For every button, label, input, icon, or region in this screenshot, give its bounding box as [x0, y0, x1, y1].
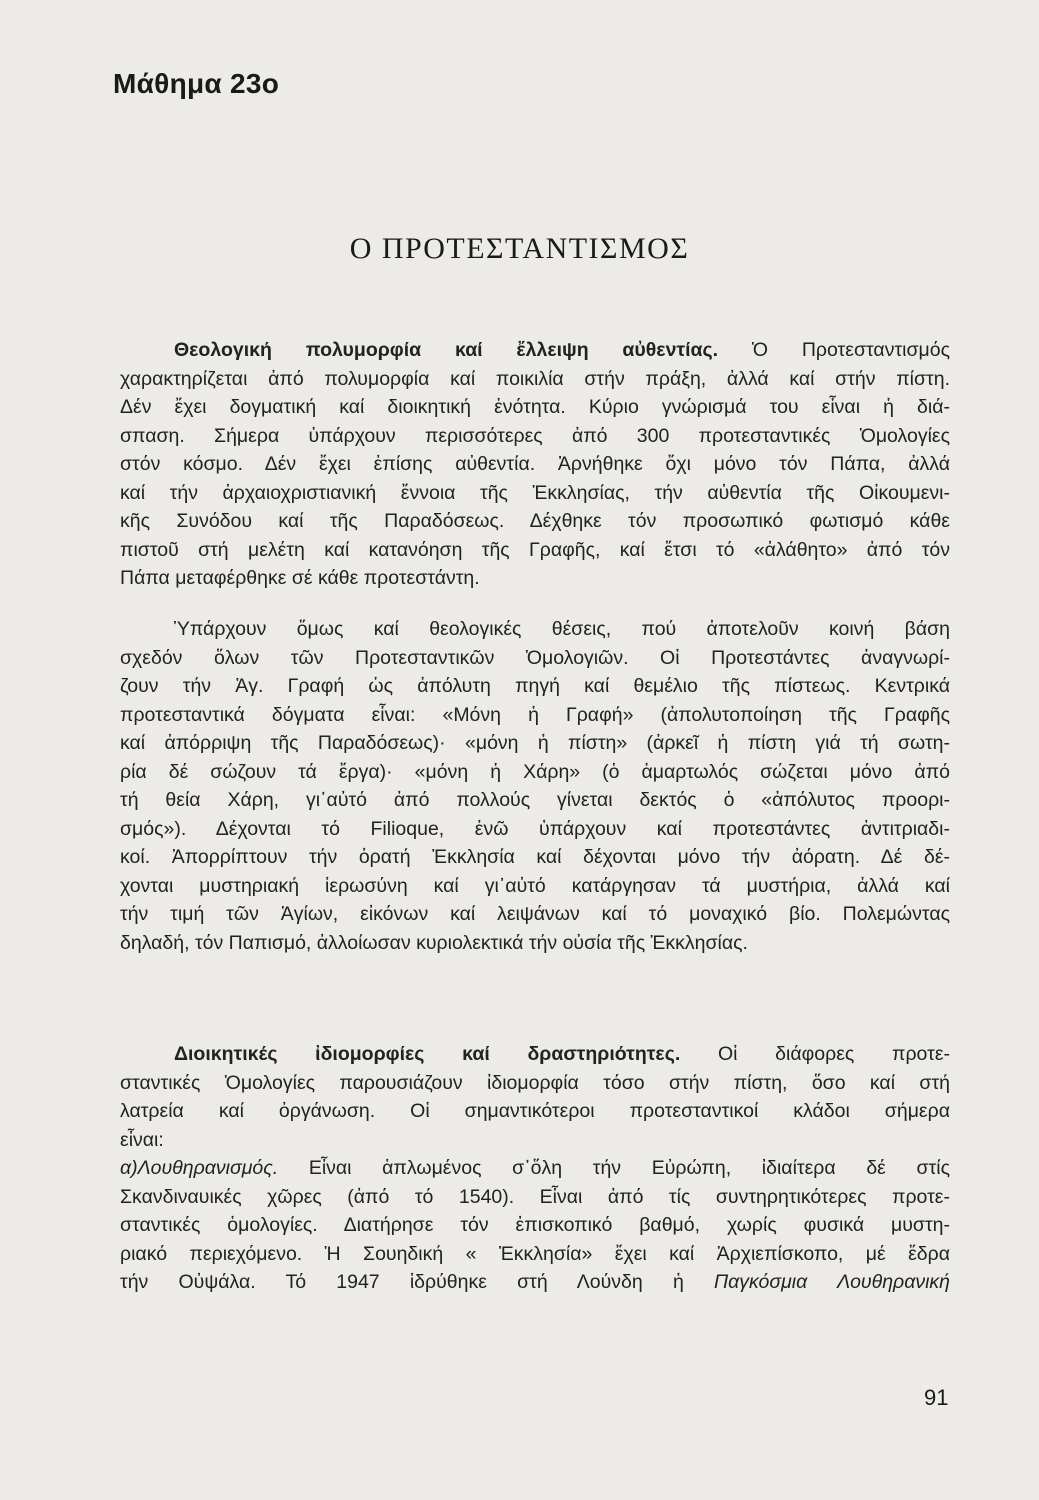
text-line: κοί. Ἀπορρίπτουν τήν ὁρατή Ἐκκλησία καί δέχονται μόνο τήν ἀόρατη. Δέ δέ-	[120, 846, 950, 868]
text-line: Πάπα μεταφέρθηκε σέ κάθε προτεστάντη.	[120, 567, 480, 589]
text-line: σταντικές Ὁμολογίες παρουσιάζουν ἰδιομορφία τόσο στήν πίστη, ὅσο καί στή	[120, 1071, 950, 1094]
text-line: στόν κόσμο. Δέν ἔχει ἐπίσης αὐθεντία. Ἀρνήθηκε ὄχι μόνο τόν Πάπα, ἀλλά	[120, 453, 950, 475]
text-line: σμός»). Δέχονται τό Filioque, ἐνῶ ὑπάρχουν καί προτεστάντες ἀντιτριαδι-	[120, 817, 950, 840]
text-run: τήν Οὐψάλα. Τό 1947 ἱδρύθηκε στή Λούνδη ἡ	[120, 1271, 684, 1293]
text-run: Εἶναι ἁπλωμένος σ᾽ὅλη τήν Εὐρώπη, ἰδιαίτερα δέ στίς	[308, 1157, 950, 1179]
lesson-label: Μάθημα 23ο	[113, 68, 280, 99]
text-line: ρία δέ σώζουν τά ἔργα)· «μόνη ἡ Χάρη» (ὁ ἁμαρτωλός σώζεται μόνο ἀπό	[120, 760, 950, 783]
text-line: πιστοῦ στή μελέτη καί κατανόηση τῆς Γραφῆς, καί ἔτσι τό «ἀλάθητο» ἀπό τόν	[120, 538, 950, 561]
list-item-label: α)Λουθηρανισμός.	[120, 1157, 279, 1179]
section-heading-theology: Θεολογική πολυμορφία καί ἔλλειψη αὐθεντίας.	[174, 339, 719, 361]
text-line: Ὑπάρχουν ὅμως καί θεολογικές θέσεις, πού ἀποτελοῦν κοινή βάση	[174, 618, 950, 640]
text-line: καί ἀπόρριψη τῆς Παραδόσεως)· «μόνη ἡ πίστη» (ἀρκεῖ ἡ πίστη γιά τή σωτη-	[120, 732, 950, 754]
text-line: τήν τιμή τῶν Ἁγίων, εἰκόνων καί λειψάνων καί τό μοναχικό βίο. Πολεμώντας	[120, 903, 950, 925]
italic-term: Παγκόσμια Λουθηρανική	[713, 1271, 950, 1293]
text-line: ζουν τήν Ἁγ. Γραφή ὡς ἀπόλυτη πηγή καί θεμέλιο τῆς πίστεως. Κεντρικά	[120, 675, 950, 697]
text-line	[120, 1268, 950, 1297]
page-number: 91	[924, 1385, 949, 1410]
paragraph-administration	[120, 1040, 950, 1297]
chapter-title: Ο ΠΡΟΤΕΣΤΑΝΤΙΣΜΟΣ	[349, 232, 690, 265]
text-line: σπαση. Σήμερα ὑπάρχουν περισσότερες ἀπό 300 προτεσταντικές Ὁμολογίες	[120, 424, 950, 447]
text-line: δηλαδή, τόν Παπισμό, ἀλλοίωσαν κυριολεκτικά τήν οὐσία τῆς Ἐκκλησίας.	[120, 931, 748, 954]
text-line: τή θεία Χάρη, γι᾽αὐτό ἀπό πολλούς γίνεται δεκτός ὁ «ἀπόλυτος προορι-	[120, 789, 950, 811]
paragraph-doctrines	[120, 615, 950, 957]
list-item-lutheranism	[120, 1154, 950, 1183]
text-line: κῆς Συνόδου καί τῆς Παραδόσεως. Δέχθηκε τόν προσωπικό φωτισμό κάθε	[120, 510, 950, 532]
text-line: σταντικές ὁμολογίες. Διατήρησε τόν ἐπισκοπικό βαθμό, χωρίς φυσικά μυστη-	[120, 1214, 950, 1236]
text-line: καί τήν ἀρχαιοχριστιανική ἔννοια τῆς Ἐκκλησίας, τήν αὐθεντία τῆς Οἰκουμενι-	[120, 481, 950, 504]
text-line: σχεδόν ὅλων τῶν Προτεσταντικῶν Ὁμολογιῶν. Οἱ Προτεστάντες ἀναγνωρί-	[120, 646, 950, 669]
text-line: λατρεία καί ὀργάνωση. Οἱ σημαντικότεροι προτεσταντικοί κλάδοι σήμερα	[120, 1100, 950, 1122]
text-line: Δέν ἔχει δογματική καί διοικητική ἑνότητα. Κύριο γνώρισμά του εἶναι ἡ διά-	[120, 396, 950, 418]
text-line: χονται μυστηριακή ἱερωσύνη καί γι᾽αὐτό κατάργησαν τά μυστήρια, ἀλλά καί	[120, 874, 950, 897]
text-line: προτεσταντικά δόγματα εἶναι: «Μόνη ἡ Γραφή» (ἀπολυτοποίηση τῆς Γραφῆς	[120, 703, 950, 726]
text-run: Οἱ διάφορες προτε-	[717, 1043, 950, 1065]
paragraph-first-line	[120, 336, 950, 365]
text-run: Ὁ Προτεσταντισμός	[751, 339, 950, 361]
paragraph-first-line	[120, 1040, 950, 1069]
text-line: χαρακτηρίζεται ἀπό πολυμορφία καί ποικιλία στήν πράξη, ἀλλά καί στήν πίστη.	[120, 367, 950, 390]
text-line: ριακό περιεχόμενο. Ἡ Σουηδική « Ἐκκλησία» ἔχει καί Ἀρχιεπίσκοπο, μέ ἕδρα	[120, 1242, 950, 1265]
text-line: Σκανδιναυικές χῶρες (ἀπό τό 1540). Εἶναι ἀπό τίς συντηρητικότερες προτε-	[120, 1185, 950, 1208]
text-line: εἶναι:	[120, 1128, 164, 1151]
section-heading-administration: Διοικητικές ἰδιομορφίες καί δραστηριότητες.	[174, 1043, 681, 1065]
paragraph-theology	[120, 336, 950, 593]
